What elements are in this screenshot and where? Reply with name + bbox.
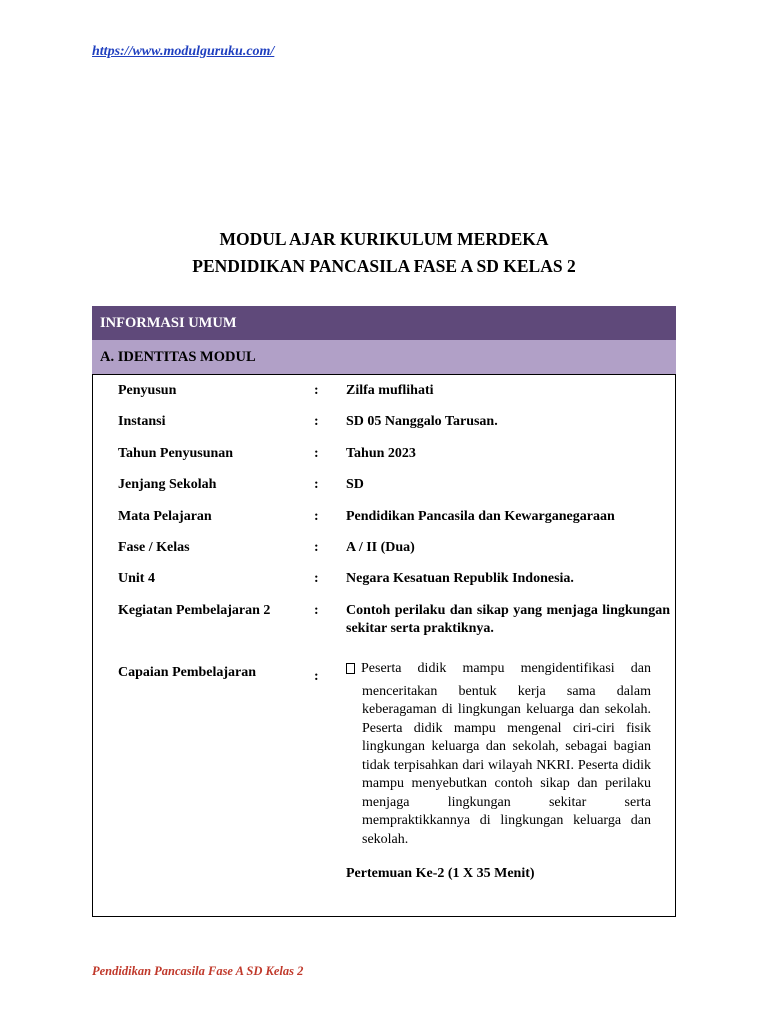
- row-colon: :: [314, 414, 319, 429]
- section-header-identitas-modul: [92, 340, 676, 374]
- row-value: Tahun 2023: [346, 446, 416, 461]
- row-value: Contoh perilaku dan sikap yang menjaga lingkungan sekitar serta praktiknya.: [346, 603, 670, 636]
- row-colon: :: [314, 571, 319, 586]
- row-label: Mata Pelajaran: [118, 509, 212, 524]
- row-colon: :: [314, 446, 319, 461]
- row-value: SD 05 Nanggalo Tarusan.: [346, 414, 498, 429]
- subsection-header-label: A. IDENTITAS MODUL: [100, 348, 256, 365]
- row-colon: :: [314, 477, 319, 492]
- row-label: Fase / Kelas: [118, 540, 190, 555]
- document-title: MODUL AJAR KURIKULUM MERDEKA: [219, 229, 549, 249]
- row-label: Penyusun: [118, 383, 177, 398]
- section-header-informasi-umum: [92, 306, 676, 340]
- row-value: SD: [346, 477, 364, 492]
- row-value: Pendidikan Pancasila dan Kewarganegaraan: [346, 509, 615, 524]
- row-colon: :: [314, 603, 319, 618]
- bullet-box-icon: [346, 663, 355, 674]
- row-value: Zilfa muflihati: [346, 383, 434, 398]
- row-value: A / II (Dua): [346, 540, 415, 555]
- capaian-text: [346, 660, 651, 849]
- row-label: Instansi: [118, 414, 166, 429]
- capaian-first-line: Peserta didik mampu mengidentifikasi dan: [361, 661, 651, 676]
- meeting-info: Pertemuan Ke-2 (1 X 35 Menit): [346, 866, 535, 881]
- header-link[interactable]: https://www.modulguruku.com/: [92, 44, 275, 59]
- row-value: Negara Kesatuan Republik Indonesia.: [346, 571, 574, 586]
- page-footer: Pendidikan Pancasila Fase A SD Kelas 2: [92, 964, 304, 978]
- row-colon: :: [314, 540, 319, 555]
- capaian-paragraph: menceritakan bentuk kerja sama dalam keberagaman di lingkungan keluarga dan sekolah. Peserta didik mampu mengenal ciri-ciri fisik lingkungan keluarga dan sekolah, sebagai bagian tidak terpisahkan dari wilayah NKRI. Peserta didik mampu menyebutkan contoh sikap dan perilaku menjaga lingkungan sekitar serta mempraktikkannya di lingkungan keluarga dan sekolah.: [362, 683, 651, 847]
- row-label: Tahun Penyusunan: [118, 446, 234, 461]
- row-label: Kegiatan Pembelajaran 2: [118, 603, 271, 618]
- row-colon: :: [314, 509, 319, 524]
- row-label: Unit 4: [118, 571, 155, 586]
- section-header-label: INFORMASI UMUM: [100, 314, 237, 331]
- row-label: Capaian Pembelajaran: [118, 665, 257, 680]
- row-colon: :: [314, 383, 319, 398]
- row-colon: :: [314, 669, 319, 684]
- row-label: Jenjang Sekolah: [118, 477, 217, 492]
- document-subtitle: PENDIDIKAN PANCASILA FASE A SD KELAS 2: [192, 256, 576, 276]
